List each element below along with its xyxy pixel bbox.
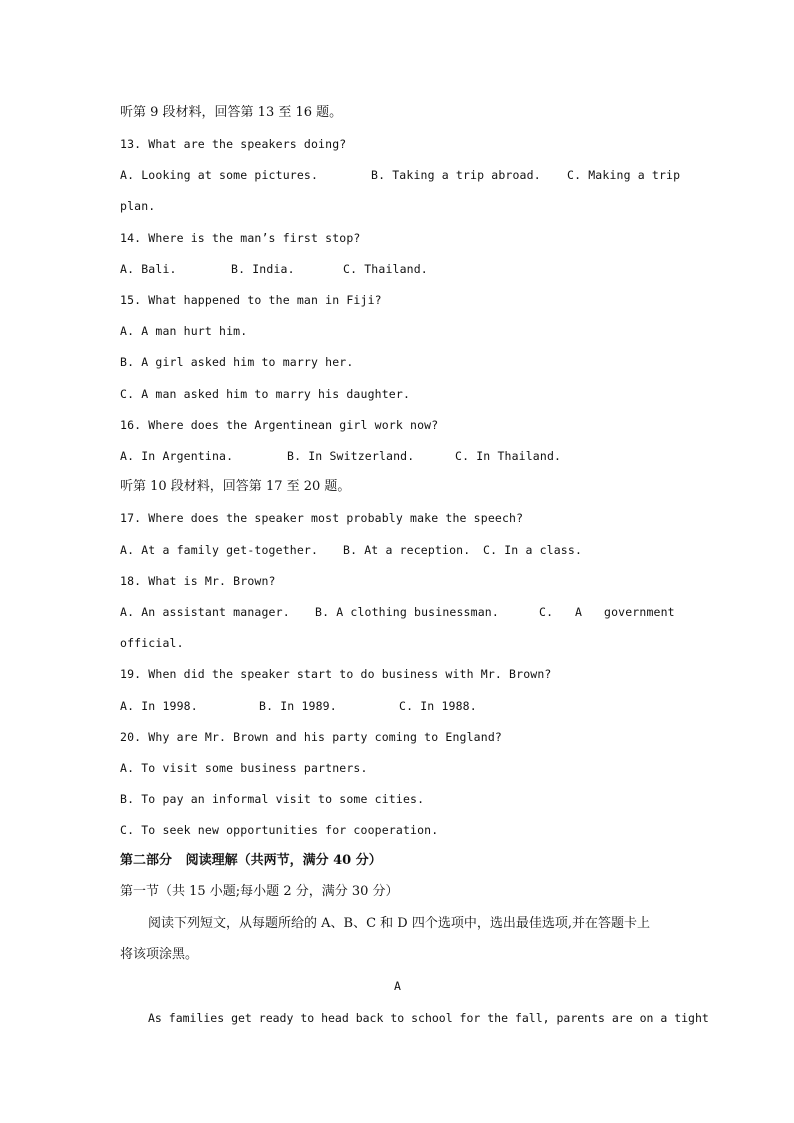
q15-option-b: B. A girl asked him to marry her. bbox=[120, 355, 354, 369]
q20-option-c: C. To seek new opportunities for cooperation. bbox=[120, 823, 439, 837]
q18-option-b: B. A clothing businessman. bbox=[315, 605, 499, 619]
q14-option-c: C. Thailand. bbox=[343, 262, 428, 276]
reading-instruction-line2: 将该项涂黑。 bbox=[120, 947, 199, 962]
q13-option-c: C. Making a trip bbox=[567, 168, 681, 182]
q15-option-c: C. A man asked him to marry his daughter. bbox=[120, 387, 411, 401]
q13-option-c-continued: plan. bbox=[120, 199, 156, 213]
q19-option-a: A. In 1998. bbox=[120, 699, 198, 713]
q13-option-b: B. Taking a trip abroad. bbox=[371, 168, 541, 182]
q20-option-a: A. To visit some business partners. bbox=[120, 761, 368, 775]
q13-option-a: A. Looking at some pictures. bbox=[120, 168, 319, 182]
q17-option-b: B. At a reception. bbox=[343, 543, 471, 557]
q14-option-b: B. India. bbox=[231, 262, 295, 276]
section1-heading: 第一节（共 15 小题;每小题 2 分，满分 30 分） bbox=[120, 884, 399, 899]
q20-option-b: B. To pay an informal visit to some cities. bbox=[120, 792, 425, 806]
q20-stem: 20. Why are Mr. Brown and his party coming to England? bbox=[120, 730, 502, 744]
q16-option-b: B. In Switzerland. bbox=[287, 449, 415, 463]
passage-label: A bbox=[393, 979, 402, 993]
q18-option-c-letter: C. bbox=[539, 605, 554, 619]
q16-option-a: A. In Argentina. bbox=[120, 449, 234, 463]
q18-option-c-article: A bbox=[575, 605, 583, 619]
q18-option-c-continued: official. bbox=[120, 636, 184, 650]
q18-option-a: A. An assistant manager. bbox=[120, 605, 290, 619]
reading-instruction-line1: 阅读下列短文，从每题所给的 A、B、C 和 D 四个选项中，选出最佳选项,并在答题卡上 bbox=[148, 916, 650, 931]
q19-option-b: B. In 1989. bbox=[259, 699, 337, 713]
q15-option-a: A. A man hurt him. bbox=[120, 324, 248, 338]
q19-stem: 19. When did the speaker start to do business with Mr. Brown? bbox=[120, 667, 552, 681]
q17-stem: 17. Where does the speaker most probably make the speech? bbox=[120, 511, 524, 525]
q18-option-c-word: government bbox=[604, 605, 675, 619]
q17-option-a: A. At a family get-together. bbox=[120, 543, 319, 557]
q15-stem: 15. What happened to the man in Fiji? bbox=[120, 293, 382, 307]
q17-option-c: C. In a class. bbox=[483, 543, 583, 557]
q16-option-c: C. In Thailand. bbox=[455, 449, 562, 463]
q18-stem: 18. What is Mr. Brown? bbox=[120, 574, 276, 588]
passage-first-line: As families get ready to head back to school for the fall, parents are on a tight bbox=[148, 1011, 709, 1025]
part2-heading: 第二部分 阅读理解（共两节，满分 40 分） bbox=[120, 853, 382, 868]
section9-instruction: 听第 9 段材料，回答第 13 至 16 题。 bbox=[120, 105, 343, 120]
q16-stem: 16. Where does the Argentinean girl work now? bbox=[120, 418, 439, 432]
q14-option-a: A. Bali. bbox=[120, 262, 177, 276]
q13-stem: 13. What are the speakers doing? bbox=[120, 137, 347, 151]
section10-instruction: 听第 10 段材料，回答第 17 至 20 题。 bbox=[120, 479, 351, 494]
q14-stem: 14. Where is the man’s first stop? bbox=[120, 231, 361, 245]
q19-option-c: C. In 1988. bbox=[399, 699, 477, 713]
